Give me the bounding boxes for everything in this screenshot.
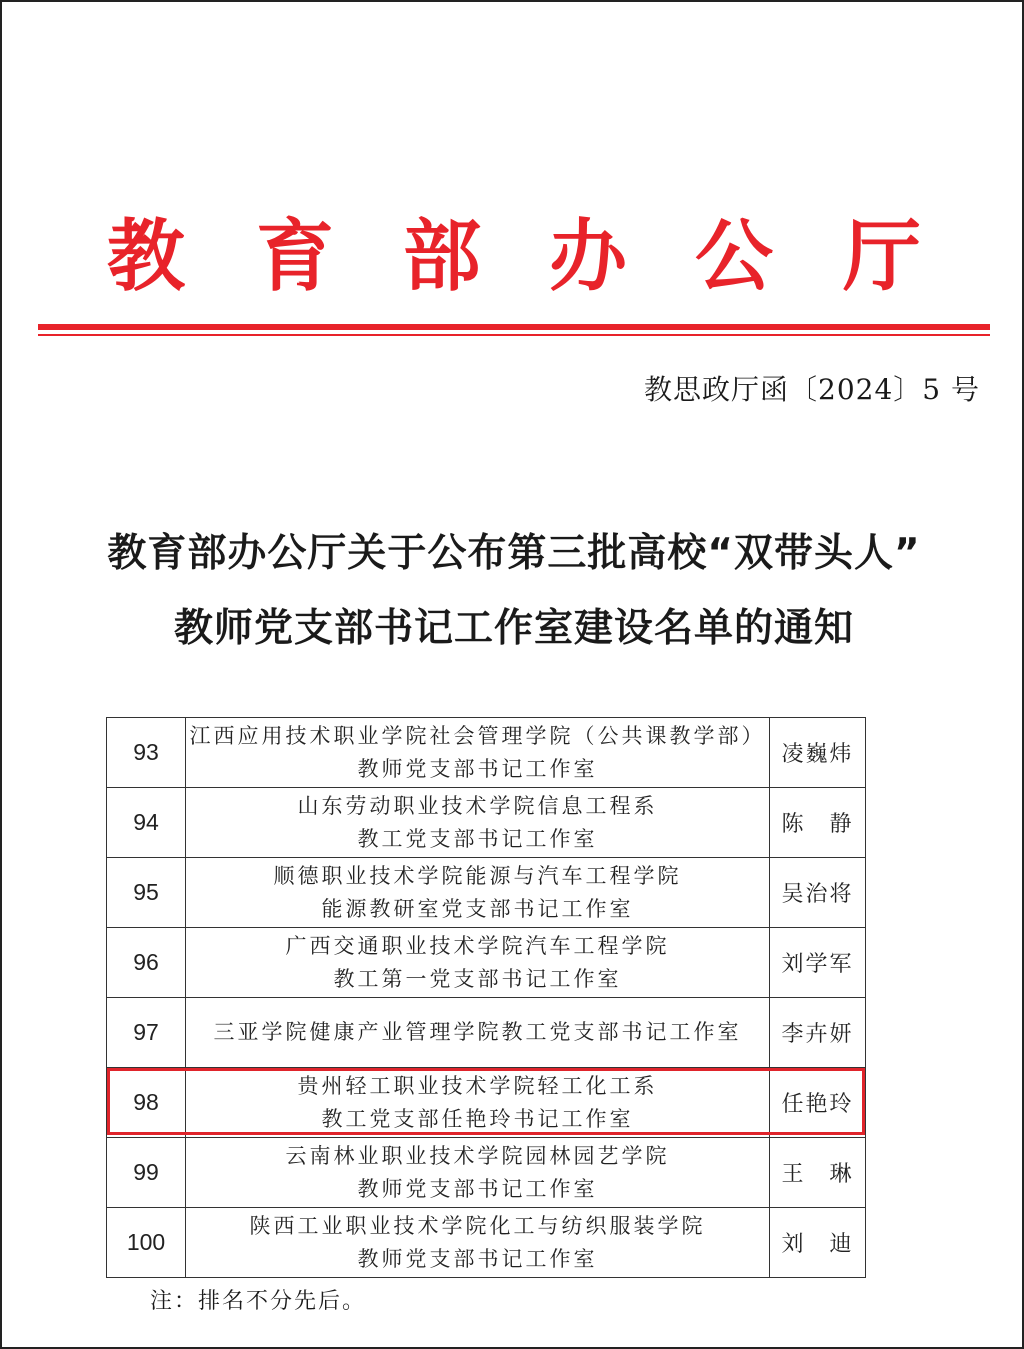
row-number: 98 [107, 1068, 186, 1138]
row-number: 95 [107, 858, 186, 928]
unit-name-line: 教工党支部任艳玲书记工作室 [321, 1106, 634, 1131]
secretary-name: 任艳玲 [770, 1068, 866, 1138]
masthead-char: 部 [402, 211, 481, 302]
secretary-name: 刘学军 [770, 928, 866, 998]
unit-name-line: 云南林业职业技术学院园林园艺学院 [285, 1143, 670, 1168]
secretary-name: 吴治将 [770, 858, 866, 928]
unit-name [186, 1208, 770, 1278]
unit-name-line: 三亚学院健康产业管理学院教工党支部书记工作室 [213, 1020, 742, 1044]
footnote: 注：排名不分先后。 [150, 1289, 367, 1314]
unit-name [186, 788, 770, 858]
unit-name [186, 1138, 770, 1208]
unit-name-line: 陕西工业职业技术学院化工与纺织服装学院 [249, 1213, 706, 1238]
unit-name-line: 山东劳动职业技术学院信息工程系 [297, 793, 658, 818]
masthead-char: 办 [548, 211, 627, 302]
table-row [107, 998, 866, 1068]
unit-name [186, 1068, 770, 1138]
table-row [107, 1208, 866, 1278]
masthead-divider-thick [38, 324, 990, 330]
document-number: 教思政厅函〔2024〕5 号 [644, 373, 980, 406]
masthead-char: 公 [694, 211, 773, 302]
unit-name-line: 教工党支部书记工作室 [357, 826, 598, 851]
unit-name [186, 998, 770, 1068]
unit-name [186, 718, 770, 788]
table-row [107, 1138, 866, 1208]
unit-name-line: 教师党支部书记工作室 [357, 1246, 598, 1271]
unit-name-line: 顺德职业技术学院能源与汽车工程学院 [273, 863, 682, 888]
row-number: 97 [107, 998, 186, 1068]
unit-name-line: 教师党支部书记工作室 [357, 756, 598, 781]
row-number: 100 [107, 1208, 186, 1278]
unit-name-line: 贵州轻工职业技术学院轻工化工系 [297, 1073, 658, 1098]
unit-name-line: 能源教研室党支部书记工作室 [321, 896, 634, 921]
document-title-line-1: 教育部办公厅关于公布第三批高校“双带头人” [107, 531, 921, 576]
secretary-name: 刘 迪 [770, 1208, 866, 1278]
table-row [107, 858, 866, 928]
table-row [107, 718, 866, 788]
studio-list-table [106, 717, 866, 1278]
row-number: 93 [107, 718, 186, 788]
row-number: 99 [107, 1138, 186, 1208]
secretary-name: 李卉妍 [770, 998, 866, 1068]
document-title-line-2: 教师党支部书记工作室建设名单的通知 [173, 606, 854, 651]
masthead-divider-thin [38, 334, 990, 336]
unit-name-line: 教工第一党支部书记工作室 [333, 966, 622, 991]
secretary-name: 王 琳 [770, 1138, 866, 1208]
row-number: 96 [107, 928, 186, 998]
secretary-name: 凌巍炜 [770, 718, 866, 788]
unit-name-line: 江西应用技术职业学院社会管理学院（公共课教学部） [189, 723, 766, 748]
unit-name-line: 教师党支部书记工作室 [357, 1176, 598, 1201]
row-number: 94 [107, 788, 186, 858]
table-row [107, 788, 866, 858]
masthead-char: 厅 [842, 211, 921, 302]
table-row-highlighted [107, 1068, 866, 1138]
masthead [2, 207, 1024, 307]
table-row [107, 928, 866, 998]
secretary-name: 陈 静 [770, 788, 866, 858]
unit-name [186, 928, 770, 998]
unit-name-line: 广西交通职业技术学院汽车工程学院 [285, 933, 670, 958]
masthead-char: 育 [255, 211, 334, 302]
unit-name [186, 858, 770, 928]
masthead-char: 教 [106, 211, 185, 302]
